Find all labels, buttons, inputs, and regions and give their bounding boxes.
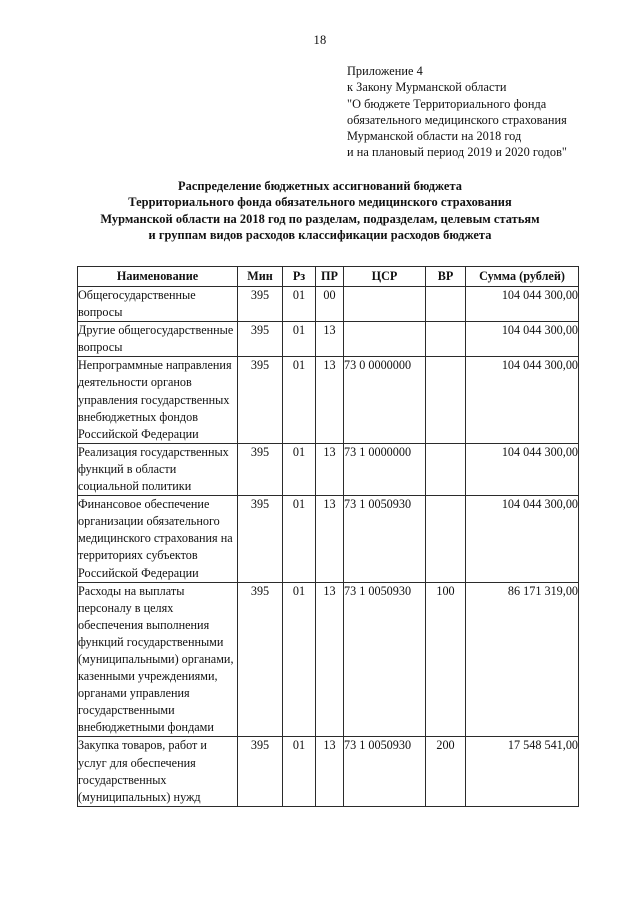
cell-rz: 01 — [283, 443, 316, 495]
cell-vr — [426, 357, 466, 443]
column-header-rz: Рз — [283, 267, 316, 287]
table-row — [78, 287, 579, 322]
cell-vr — [426, 287, 466, 322]
column-header-min: Мин — [238, 267, 283, 287]
cell-csr — [344, 322, 426, 357]
column-header-name: Наименование — [78, 267, 238, 287]
reference-line: обязательного медицинского страхования — [347, 112, 567, 127]
cell-name: Другие общегосударственные вопросы — [78, 322, 238, 357]
cell-rz: 01 — [283, 357, 316, 443]
reference-line: к Закону Мурманской области — [347, 80, 507, 95]
column-header-sum: Сумма (рублей) — [466, 267, 579, 287]
cell-min: 395 — [238, 582, 283, 737]
reference-line: Приложение 4 — [347, 64, 423, 78]
cell-sum: 104 044 300,00 — [466, 287, 579, 322]
page-title-line: и группам видов расходов классификации расходов бюджета — [148, 228, 492, 243]
page-title-line: Мурманской области на 2018 год по разделам, подразделам, целевым статьям — [100, 211, 540, 226]
cell-rz: 01 — [283, 582, 316, 737]
cell-min: 395 — [238, 443, 283, 495]
cell-pr: 00 — [316, 287, 344, 322]
page-number: 18 — [313, 33, 327, 47]
cell-vr — [426, 322, 466, 357]
page-title-line: Распределение бюджетных ассигнований бюджета — [177, 179, 463, 193]
cell-sum: 86 171 319,00 — [466, 582, 579, 737]
cell-name: Закупка товаров, работ и услуг для обеспечения государственных (муниципальных) нужд — [78, 737, 238, 806]
cell-min: 395 — [238, 496, 283, 582]
reference-line: Мурманской области на 2018 год — [347, 129, 522, 144]
cell-vr — [426, 496, 466, 582]
reference-line: "О бюджете Территориального фонда — [347, 96, 547, 111]
cell-csr: 73 1 0050930 — [344, 496, 426, 582]
cell-sum: 17 548 541,00 — [466, 737, 579, 806]
cell-csr: 73 1 0050930 — [344, 582, 426, 737]
cell-vr — [426, 443, 466, 495]
cell-min: 395 — [238, 737, 283, 806]
cell-name: Общегосударственные вопросы — [78, 287, 238, 322]
cell-pr: 13 — [316, 357, 344, 443]
cell-rz: 01 — [283, 287, 316, 322]
table-row — [78, 443, 579, 495]
cell-name: Реализация государственных функций в области социальной политики — [78, 443, 238, 495]
cell-rz: 01 — [283, 496, 316, 582]
cell-rz: 01 — [283, 322, 316, 357]
cell-min: 395 — [238, 287, 283, 322]
reference-line: и на плановый период 2019 и 2020 годов" — [347, 145, 567, 160]
cell-sum: 104 044 300,00 — [466, 357, 579, 443]
column-header-csr: ЦСР — [344, 267, 426, 287]
cell-vr: 200 — [426, 737, 466, 806]
cell-min: 395 — [238, 322, 283, 357]
cell-csr — [344, 287, 426, 322]
cell-rz: 01 — [283, 737, 316, 806]
table-row — [78, 582, 579, 737]
cell-sum: 104 044 300,00 — [466, 443, 579, 495]
table-row — [78, 496, 579, 582]
table-header — [78, 267, 579, 287]
cell-csr: 73 0 0000000 — [344, 357, 426, 443]
cell-pr: 13 — [316, 496, 344, 582]
cell-pr: 13 — [316, 443, 344, 495]
cell-csr: 73 1 0050930 — [344, 737, 426, 806]
table-row — [78, 737, 579, 806]
cell-vr: 100 — [426, 582, 466, 737]
budget-allocation-table — [77, 266, 579, 807]
table-body — [78, 287, 579, 807]
cell-name: Финансовое обеспечение организации обязательного медицинского страхования на территориях субъектов Российской Федерации — [78, 496, 238, 582]
budget-table-container — [77, 266, 578, 807]
page-title-line: Территориального фонда обязательного медицинского страхования — [128, 195, 512, 210]
cell-min: 395 — [238, 357, 283, 443]
column-header-pr: ПР — [316, 267, 344, 287]
cell-pr: 13 — [316, 582, 344, 737]
reference-block — [347, 63, 627, 161]
table-row — [78, 357, 579, 443]
column-header-vr: ВР — [426, 267, 466, 287]
cell-name: Непрограммные направления деятельности органов управления государственных внебюджетных фондов Российской Федерации — [78, 357, 238, 443]
cell-name: Расходы на выплаты персоналу в целях обеспечения выполнения функций государственными (муниципальными) органами, казенными учреждениями, органами управления государственными внебюджетными фондами — [78, 582, 238, 737]
table-row — [78, 322, 579, 357]
cell-csr: 73 1 0000000 — [344, 443, 426, 495]
page-title — [40, 178, 600, 244]
cell-pr: 13 — [316, 322, 344, 357]
cell-sum: 104 044 300,00 — [466, 322, 579, 357]
cell-sum: 104 044 300,00 — [466, 496, 579, 582]
cell-pr: 13 — [316, 737, 344, 806]
table-header-row — [78, 267, 579, 287]
